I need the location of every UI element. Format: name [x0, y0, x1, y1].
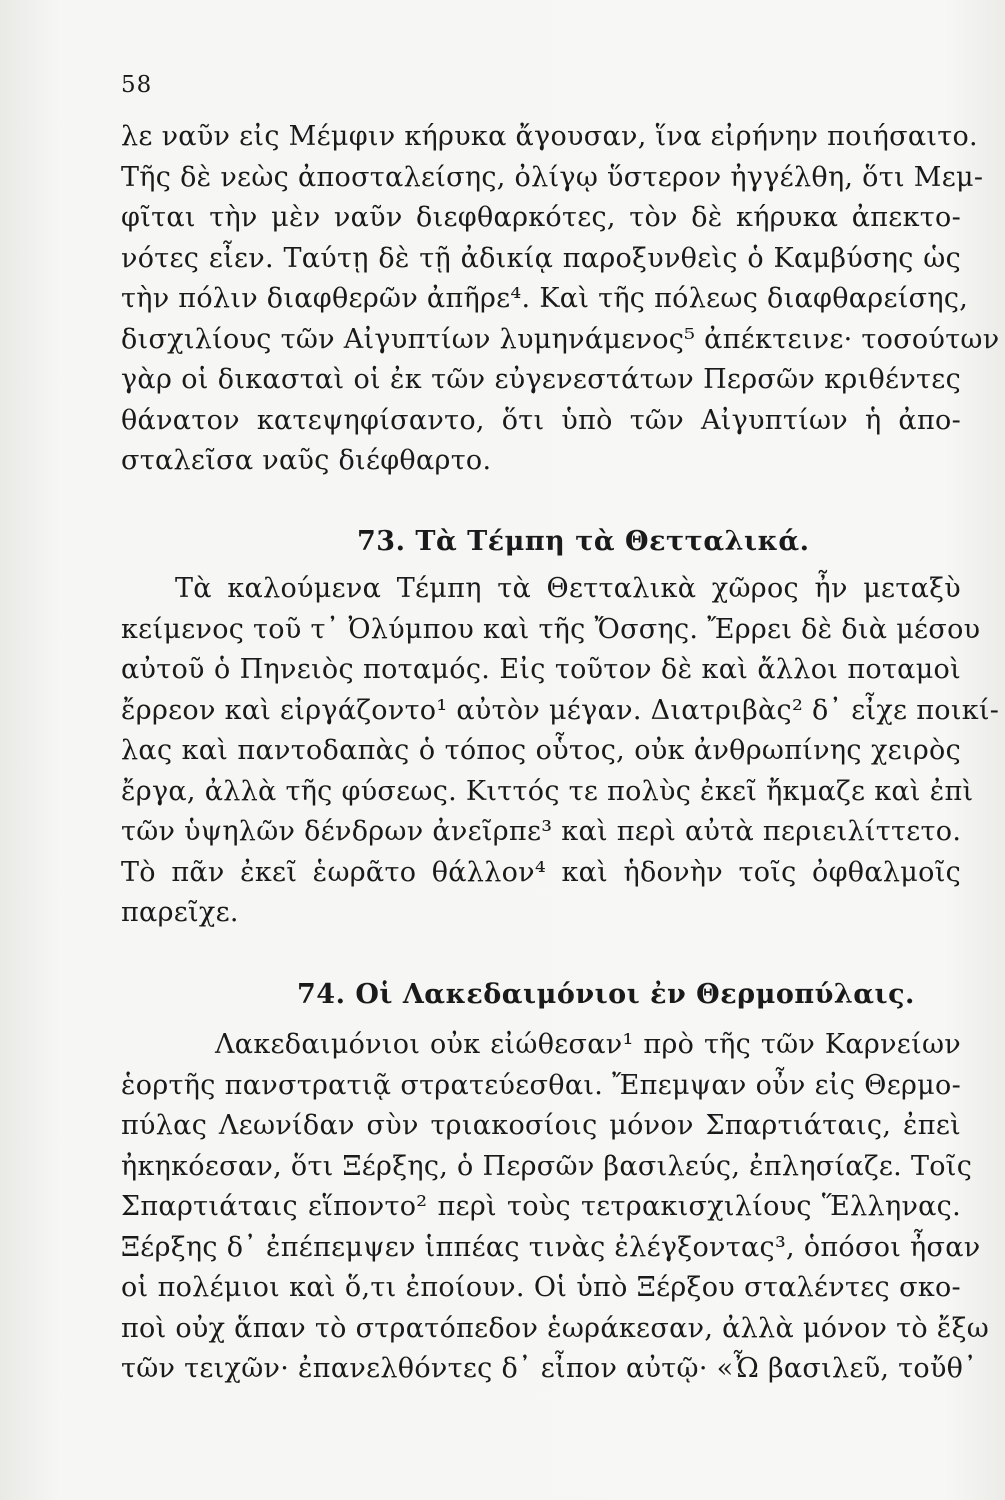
- text-line: πύλας Λεωνίδαν σὺν τριακοσίοις μόνον Σπαρτιάταις, ἐπεὶ: [121, 1110, 961, 1141]
- text-line: ἑορτῆς πανστρατιᾷ στρατεύεσθαι. Ἔπεμψαν οὖν εἰς Θερμο-: [121, 1069, 961, 1101]
- text-line: δισχιλίους τῶν Αἰγυπτίων λυμηνάμενος⁵ ἀπέκτεινε· τοσούτων: [121, 323, 1000, 355]
- text-line: ἔργα, ἀλλὰ τῆς φύσεως. Κιττός τε πολὺς ἐκεῖ ἤκμαζε καὶ ἐπὶ: [121, 775, 974, 807]
- text-line: ἔρρεον καὶ εἰργάζοντο¹ αὐτὸν μέγαν. Διατριβὰς² δ᾽ εἶχε ποικί-: [121, 694, 1000, 726]
- section-heading-74: 74. Οἱ Λακεδαιμόνιοι ἐν Θερμοπύλαις.: [297, 979, 915, 1010]
- text-line: Σπαρτιάταις εἵποντο² περὶ τοὺς τετρακισχιλίους Ἕλληνας.: [121, 1191, 961, 1222]
- text-line: ποὶ οὐχ ἅπαν τὸ στρατόπεδον ἑωράκεσαν, ἀλλὰ μόνον τὸ ἔξω: [121, 1312, 990, 1344]
- text-line: λε ναῦν εἰς Μέμφιν κήρυκα ἄγουσαν, ἵνα εἰρήνην ποιήσαιτο.: [121, 121, 978, 152]
- text-line: σταλεῖσα ναῦς διέφθαρτο.: [121, 445, 492, 476]
- section-heading-73: 73. Τὰ Τέμπη τὰ Θετταλικά.: [357, 526, 810, 557]
- text-line: θάνατον κατεψηφίσαντο, ὅτι ὑπὸ τῶν Αἰγυπτίων ἡ ἀπο-: [121, 404, 961, 436]
- text-line: λας καὶ παντοδαπὰς ὁ τόπος οὗτος, οὐκ ἀνθρωπίνης χειρὸς: [121, 735, 961, 766]
- text-line: τὴν πόλιν διαφθερῶν ἀπῆρε⁴. Καὶ τῆς πόλεως διαφθαρείσης,: [121, 283, 969, 314]
- text-line: Τὸ πᾶν ἐκεῖ ἑωρᾶτο θάλλον⁴ καὶ ἡδονὴν τοῖς ὀφθαλμοῖς: [121, 856, 961, 888]
- text-line: τῶν τειχῶν· ἐπανελθόντες δ᾽ εἶπον αὐτῷ· «Ὦ βασιλεῦ, τοὔθ᾽: [121, 1353, 978, 1384]
- text-line: νότες εἶεν. Ταύτῃ δὲ τῇ ἀδικίᾳ παροξυνθεὶς ὁ Καμβύσης ὡς: [121, 242, 961, 274]
- text-line: γὰρ οἱ δικασταὶ οἱ ἐκ τῶν εὐγενεστάτων Περσῶν κριθέντες: [121, 364, 961, 395]
- text-line: τῶν ὑψηλῶν δένδρων ἀνεῖρπε³ καὶ περὶ αὐτὰ περιειλίττετο.: [121, 816, 962, 847]
- text-line: Τῆς δὲ νεὼς ἀποσταλείσης, ὀλίγῳ ὕστερον ἠγγέλθη, ὅτι Μεμ-: [121, 161, 984, 193]
- text-line: φῖται τὴν μὲν ναῦν διεφθαρκότες, τὸν δὲ κήρυκα ἀπεκτο-: [121, 202, 961, 233]
- text-line: ἠκηκόεσαν, ὅτι Ξέρξης, ὁ Περσῶν βασιλεύς, ἐπλησίαζε. Τοῖς: [121, 1150, 973, 1182]
- text-line: αὐτοῦ ὁ Πηνειὸς ποταμός. Εἰς τοῦτον δὲ καὶ ἄλλοι ποταμοὶ: [121, 654, 961, 685]
- text-line: Τὰ καλούμενα Τέμπη τὰ Θετταλικὰ χῶρος ἦν μεταξὺ: [175, 573, 961, 604]
- text-line: Ξέρξης δ᾽ ἐπέπεμψεν ἱππέας τινὰς ἐλέγξοντας³, ὁπόσοι ἦσαν: [121, 1231, 981, 1263]
- text-line: παρεῖχε.: [121, 897, 239, 928]
- text-line: κείμενος τοῦ τ᾽ Ὀλύμπου καὶ τῆς Ὄσσης. Ἔρρει δὲ διὰ μέσου: [121, 613, 981, 645]
- text-line: Λακεδαιμόνιοι οὐκ εἰώθεσαν¹ πρὸ τῆς τῶν Καρνείων: [215, 1029, 961, 1060]
- text-line: οἱ πολέμιοι καὶ ὅ,τι ἐποίουν. Οἱ ὑπὸ Ξέρξου σταλέντες σκο-: [121, 1272, 961, 1303]
- page-number: 58: [121, 72, 153, 98]
